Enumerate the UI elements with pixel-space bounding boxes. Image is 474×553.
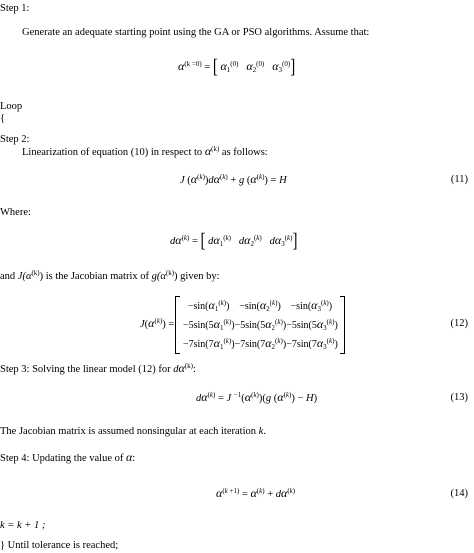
jacobian-description: and $J(\alpha^{(k)})$ is the Jacobian matrix of $g(\alpha^{(k)})$ given by: xyxy=(0,269,220,282)
equation-solve-linear-model: $d\alpha^{(k)} = J$ $^{-1}(\alpha^{(k)})(g$ $(\alpha^{(k)}) - H$) xyxy=(196,390,318,404)
equation-initial-point: $\alpha^{(k =0)}$ = [ $\alpha_1^{(0)}$ $\alpha_2^{(0)}$ $\alpha_3^{(0)}$] xyxy=(178,57,296,79)
step1-text: Generate an adequate starting point using the GA or PSO algorithms. Assume that: xyxy=(22,27,370,38)
equation-number-13: (13) xyxy=(450,392,468,403)
matrix-right-bracket xyxy=(340,296,345,354)
equation-update-alpha: $\alpha^{(k +1)} = \alpha^{(k)} + d\alpha^{(k)}$ xyxy=(216,486,296,500)
matrix-cell: $-\sin(\alpha_1^{(k)})$ xyxy=(187,298,230,313)
k-increment: k = k + 1 ; xyxy=(0,520,46,531)
matrix-cell: $-\sin(\alpha_3^{(k)})$ xyxy=(290,298,333,313)
step1-heading: Step 1: xyxy=(0,3,30,14)
nonsingular-note: The Jacobian matrix is assumed nonsingular at each iteration k. xyxy=(0,426,266,437)
step2-heading: Step 2: xyxy=(0,134,30,145)
matrix-cell: $-7\sin(7\alpha_2^{(k)})$ xyxy=(234,336,287,351)
matrix-row-1 xyxy=(183,298,337,312)
loop-end-text: } Until tolerance is reached; xyxy=(0,540,119,551)
matrix-row-3 xyxy=(183,336,337,350)
step2-text: Linearization of equation (10) in respect to $\alpha^{(k)}$ as follows: xyxy=(22,144,268,158)
matrix-cell: $-7\sin(7\alpha_1^{(k)})$ xyxy=(183,336,235,351)
step4-text: Step 4: Updating the value of α: xyxy=(0,450,136,464)
matrix-cell: $-7\sin(7\alpha_3^{(k)})$ xyxy=(286,336,338,351)
matrix-lhs: $J(\alpha^{(k)})$ = xyxy=(140,316,175,330)
matrix-cell: $-5\sin(5\alpha_2^{(k)})$ xyxy=(234,317,287,332)
equation-linearization: J $(\alpha^{(k)})d\alpha^{(k)} + g$ $(\alpha^{(k)}) = H$ xyxy=(180,172,287,186)
equation-number-12: (12) xyxy=(450,318,468,329)
matrix-row-2 xyxy=(183,317,337,331)
where-label: Where: xyxy=(0,207,31,218)
step3-text: Step 3: Solving the linear model (12) for $d\alpha^{(k)}$: xyxy=(0,361,196,375)
matrix-cell: $-\sin(\alpha_2^{(k)})$ xyxy=(239,298,281,313)
matrix-cell: $-5\sin(5\alpha_3^{(k)})$ xyxy=(286,317,338,332)
matrix-cell: $-5\sin(5\alpha_1^{(k)})$ xyxy=(183,317,235,332)
loop-open-brace: { xyxy=(0,113,6,124)
equation-number-14: (14) xyxy=(450,488,468,499)
equation-d-alpha-vector: $d\alpha^{(k)}$ = [ $d\alpha_1^{(k)}$ $d\alpha_2^{(k)}$ $d\alpha_3^{(k)}$] xyxy=(170,231,298,253)
loop-label: Loop xyxy=(0,101,23,112)
matrix-left-bracket xyxy=(175,296,180,354)
equation-number-11: (11) xyxy=(450,174,468,185)
jacobian-matrix xyxy=(175,296,345,352)
